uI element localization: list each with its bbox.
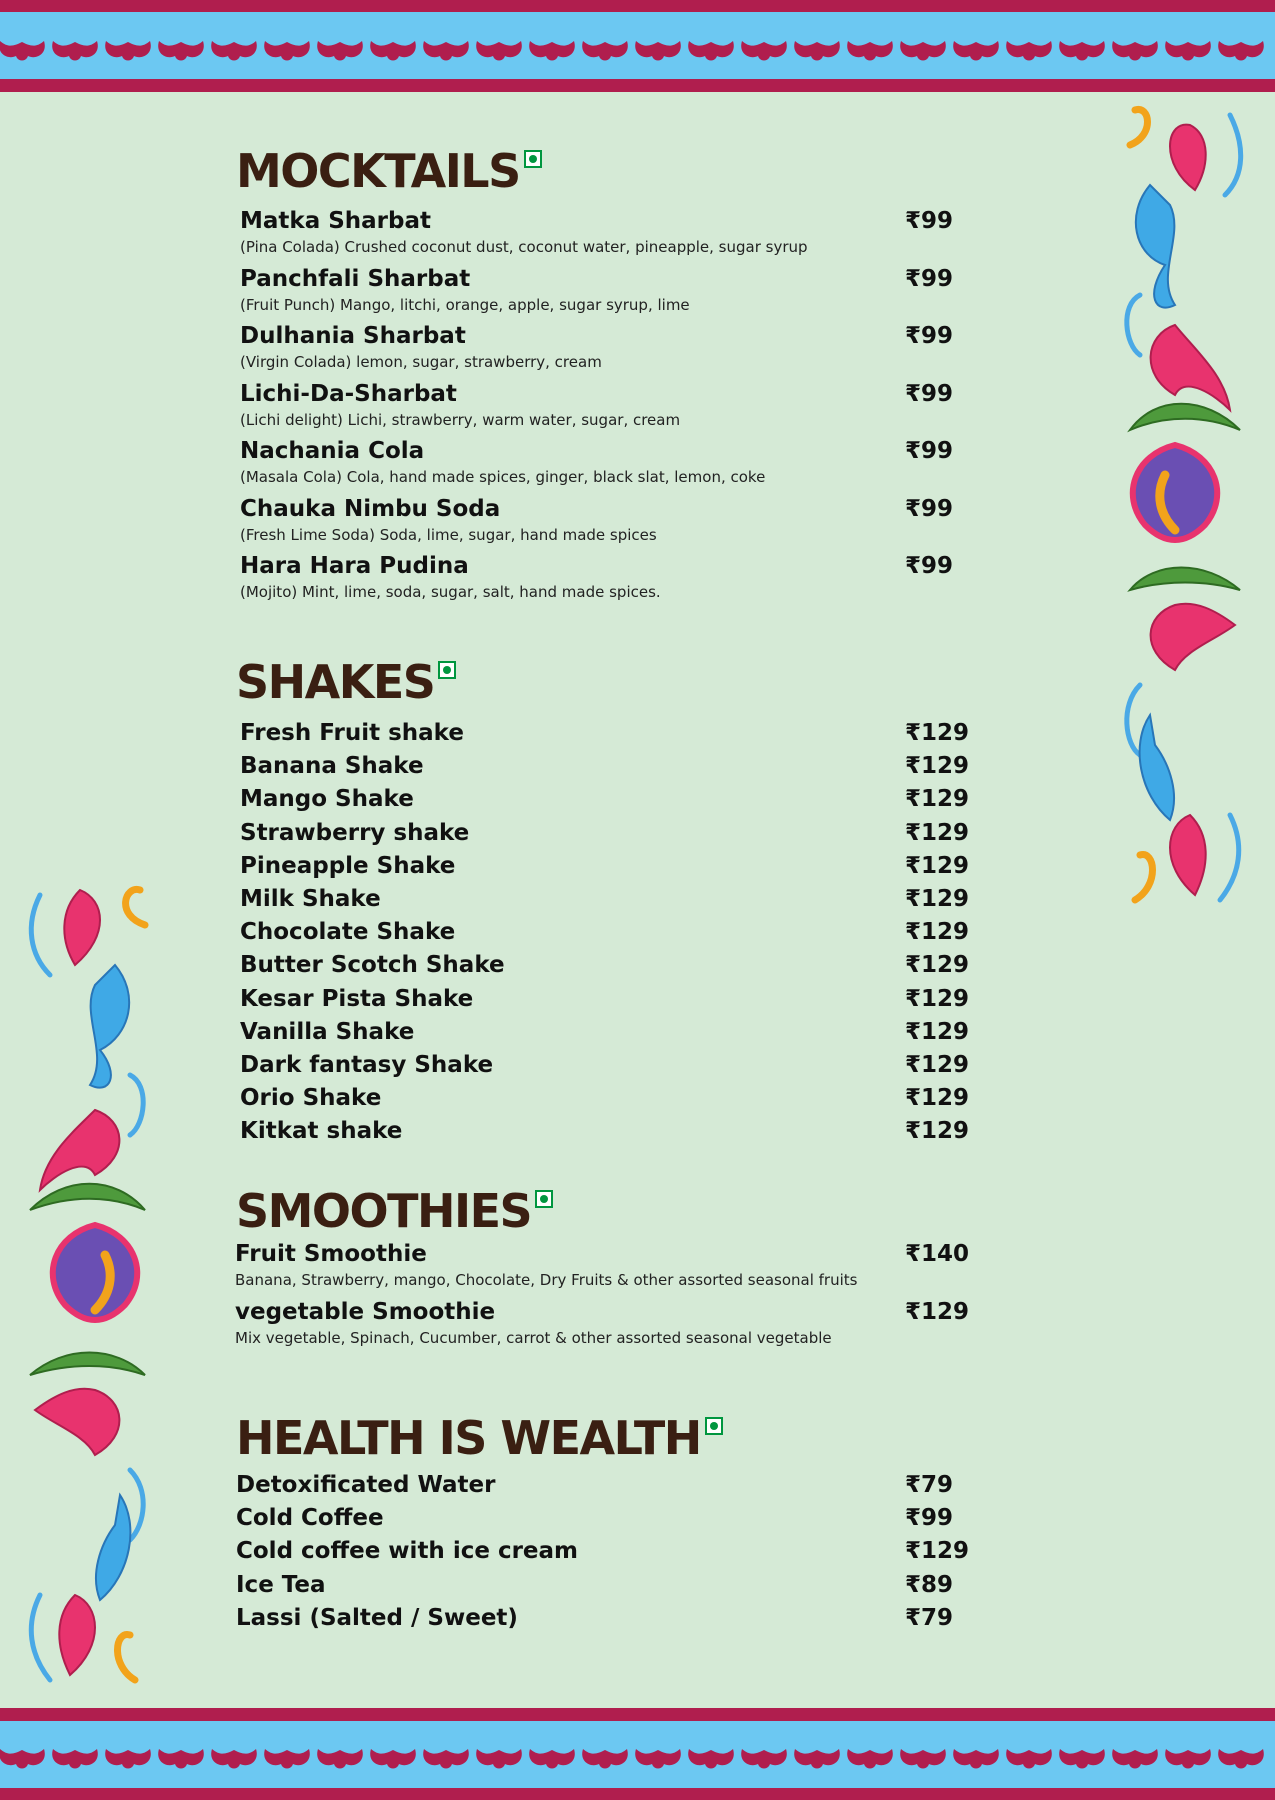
menu-item-name: Matka Sharbat	[240, 208, 432, 234]
menu-item-price: ₹129	[905, 985, 970, 1012]
menu-item-name: Fresh Fruit shake	[240, 720, 464, 746]
menu-item-name: Ice Tea	[236, 1571, 326, 1598]
menu-item-price: ₹79	[905, 1604, 954, 1631]
section-title-mocktails: MOCKTAILS	[236, 148, 542, 194]
veg-symbol-icon	[524, 150, 542, 168]
menu-item-price: ₹99	[905, 323, 954, 349]
menu-item-description: (Mojito) Mint, lime, soda, sugar, salt, hand made spices.	[240, 583, 661, 601]
menu-item-description: (Virgin Colada) lemon, sugar, strawberry, cream	[240, 353, 602, 371]
menu-item-name: Nachania Cola	[240, 438, 425, 464]
menu-item-name: Lichi-Da-Sharbat	[240, 380, 457, 407]
menu-item-price: ₹129	[905, 753, 970, 780]
section-title-health-is-wealth: HEALTH IS WEALTH	[236, 1415, 723, 1461]
menu-item-price: ₹129	[905, 1018, 970, 1045]
menu-item-price: ₹129	[905, 1118, 970, 1145]
menu-item-price: ₹129	[905, 1052, 970, 1078]
menu-item-price: ₹99	[905, 1505, 954, 1532]
floral-vine-right	[1115, 105, 1255, 910]
bottom-border-band	[0, 1708, 1275, 1800]
menu-item-description: (Pina Colada) Crushed coconut dust, coconut water, pineapple, sugar syrup	[240, 238, 808, 256]
menu-item-name: Fruit Smoothie	[235, 1241, 427, 1267]
menu-item-description: Banana, Strawberry, mango, Chocolate, Dry Fruits & other assorted seasonal fruits	[235, 1271, 858, 1289]
menu-item-name: Dark fantasy Shake	[240, 1052, 494, 1078]
menu-item-name: Kesar Pista Shake	[240, 985, 474, 1012]
menu-item-name: Mango Shake	[240, 786, 414, 813]
menu-item-name: Milk Shake	[240, 886, 381, 912]
menu-item-name: Kitkat shake	[240, 1118, 403, 1145]
veg-symbol-icon	[438, 661, 456, 679]
menu-item-description: (Fruit Punch) Mango, litchi, orange, apple, sugar syrup, lime	[240, 295, 690, 314]
menu-item-price: ₹129	[905, 1299, 970, 1325]
menu-item-price: ₹129	[905, 886, 970, 912]
menu-item-price: ₹129	[905, 852, 970, 879]
menu-item-price: ₹129	[905, 819, 970, 846]
menu-item-price: ₹99	[905, 265, 954, 292]
menu-item-name: Strawberry shake	[240, 819, 470, 846]
menu-item-price: ₹129	[905, 952, 970, 979]
menu-item-name: Pineapple Shake	[240, 852, 456, 879]
menu-item-description: (Lichi delight) Lichi, strawberry, warm water, sugar, cream	[240, 410, 681, 429]
menu-item-name: vegetable Smoothie	[235, 1299, 496, 1325]
section-title-smoothies: SMOOTHIES	[236, 1188, 553, 1234]
menu-item-price: ₹129	[905, 720, 970, 746]
menu-item-price: ₹129	[905, 1085, 970, 1112]
menu-item-name: Detoxificated Water	[236, 1472, 496, 1498]
menu-item-price: ₹140	[905, 1241, 970, 1267]
menu-item-name: Hara Hara Pudina	[240, 553, 469, 579]
menu-item-price: ₹79	[905, 1472, 954, 1498]
top-border-band	[0, 0, 1275, 92]
menu-item-name: Butter Scotch Shake	[240, 952, 505, 979]
menu-item-name: Cold Coffee	[236, 1505, 384, 1532]
menu-item-name: Lassi (Salted / Sweet)	[236, 1604, 518, 1631]
menu-item-price: ₹99	[905, 438, 954, 464]
menu-item-name: Orio Shake	[240, 1085, 382, 1112]
menu-item-description: (Masala Cola) Cola, hand made spices, ginger, black slat, lemon, coke	[240, 468, 766, 486]
menu-item-name: Chocolate Shake	[240, 919, 456, 946]
menu-item-price: ₹99	[905, 208, 954, 234]
menu-item-name: Vanilla Shake	[240, 1018, 415, 1045]
menu-item-price: ₹99	[905, 380, 954, 407]
menu-item-description: (Fresh Lime Soda) Soda, lime, sugar, hand made spices	[240, 525, 657, 544]
menu-item-price: ₹99	[905, 553, 954, 579]
menu-item-price: ₹129	[905, 1538, 970, 1565]
menu-item-name: Banana Shake	[240, 753, 424, 780]
menu-item-description: Mix vegetable, Spinach, Cucumber, carrot & other assorted seasonal vegetable	[235, 1329, 832, 1347]
menu-item-name: Chauka Nimbu Soda	[240, 495, 501, 522]
floral-vine-left	[20, 885, 160, 1690]
veg-symbol-icon	[705, 1417, 723, 1435]
menu-item-price: ₹129	[905, 919, 970, 946]
menu-item-price: ₹99	[905, 495, 954, 522]
section-title-shakes: SHAKES	[236, 659, 456, 705]
menu-item-name: Panchfali Sharbat	[240, 265, 471, 292]
menu-item-price: ₹89	[905, 1571, 954, 1598]
menu-item-name: Dulhania Sharbat	[240, 323, 466, 349]
veg-symbol-icon	[535, 1190, 553, 1208]
menu-item-price: ₹129	[905, 786, 970, 813]
menu-item-name: Cold coffee with ice cream	[236, 1538, 579, 1565]
